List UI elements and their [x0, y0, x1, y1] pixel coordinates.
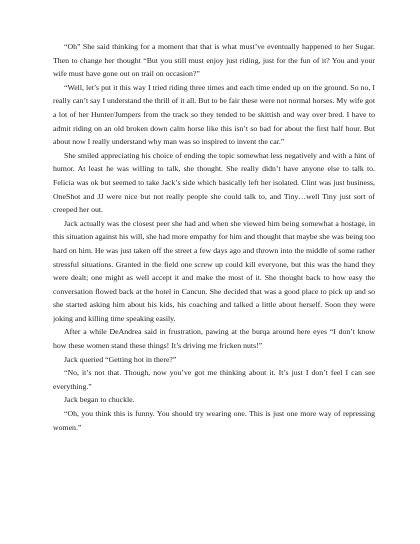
- paragraph: “Oh” She said thinking for a moment that that is what must’ve eventually happened to her Sugar. Then to change her thought “But you still must enjoy just riding, just for the fun of it? You and your wife must have gone out on trail on occasion?”: [53, 42, 375, 79]
- paragraph: “No, it’s not that. Though, now you’ve got me thinking about it. It’s just I don’t feel I can see everything.”: [53, 368, 375, 391]
- paragraph: “Oh, you think this is funny. You should try wearing one. This is just one more way of repressing women.”: [53, 409, 375, 432]
- paragraph: She smiled appreciating his choice of ending the topic somewhat less negatively and with a hint of humor. At least he was willing to talk, she thought. She really didn’t have anyone else to talk to. Felicia was ok but seemed to take Jack’s side which basically left her isolated. Clint was just business, OneShot and JJ were nice but not really people she could talk to, and Tiny…well Tiny just sort of creeped her out.: [53, 150, 375, 215]
- paragraph: Jack queried “Getting hot in there?”: [64, 354, 177, 364]
- document-page: [53, 40, 375, 434]
- paragraph: Jack began to chuckle.: [64, 395, 135, 405]
- paragraph: Jack actually was the closest peer she had and when she viewed him being somewhat a hostage, in this situation against his will, she had more empathy for him and thought that maybe she was being too hard on him. He was just taken off the street a few days ago and thrown into the middle of some rather stressful situations. Granted in the field one screw up could kill everyone, but this was the hand they were dealt; one might as well accept it and make the most of it. She thought back to how easy the conversation flowed back at the hotel in Cancun. She decided that was a good place to pick up and so she started asking him about his kids, his coaching and talked a little about herself. Soon they were joking and killing time speaking easily.: [53, 218, 375, 323]
- paragraph: “Well, let’s put it this way I tried riding three times and each time ended up on the ground. So no, I really can’t say I understand the thrill of it all. But to be fair these were not normal horses. My wife got a lot of her Hunter/Jumpers from the track so they tended to be skittish and way over bred. I have to admit riding on an old broken down calm horse like this isn’t so bad for about the first half hour. But about now I really understand why man was so inspired to invent the car.”: [53, 82, 375, 147]
- paragraph: After a while DeAndrea said in frustration, pawing at the burqa around here eyes “I don’t know how these women stand these things! It’s driving me fricken nuts!”: [53, 327, 375, 351]
